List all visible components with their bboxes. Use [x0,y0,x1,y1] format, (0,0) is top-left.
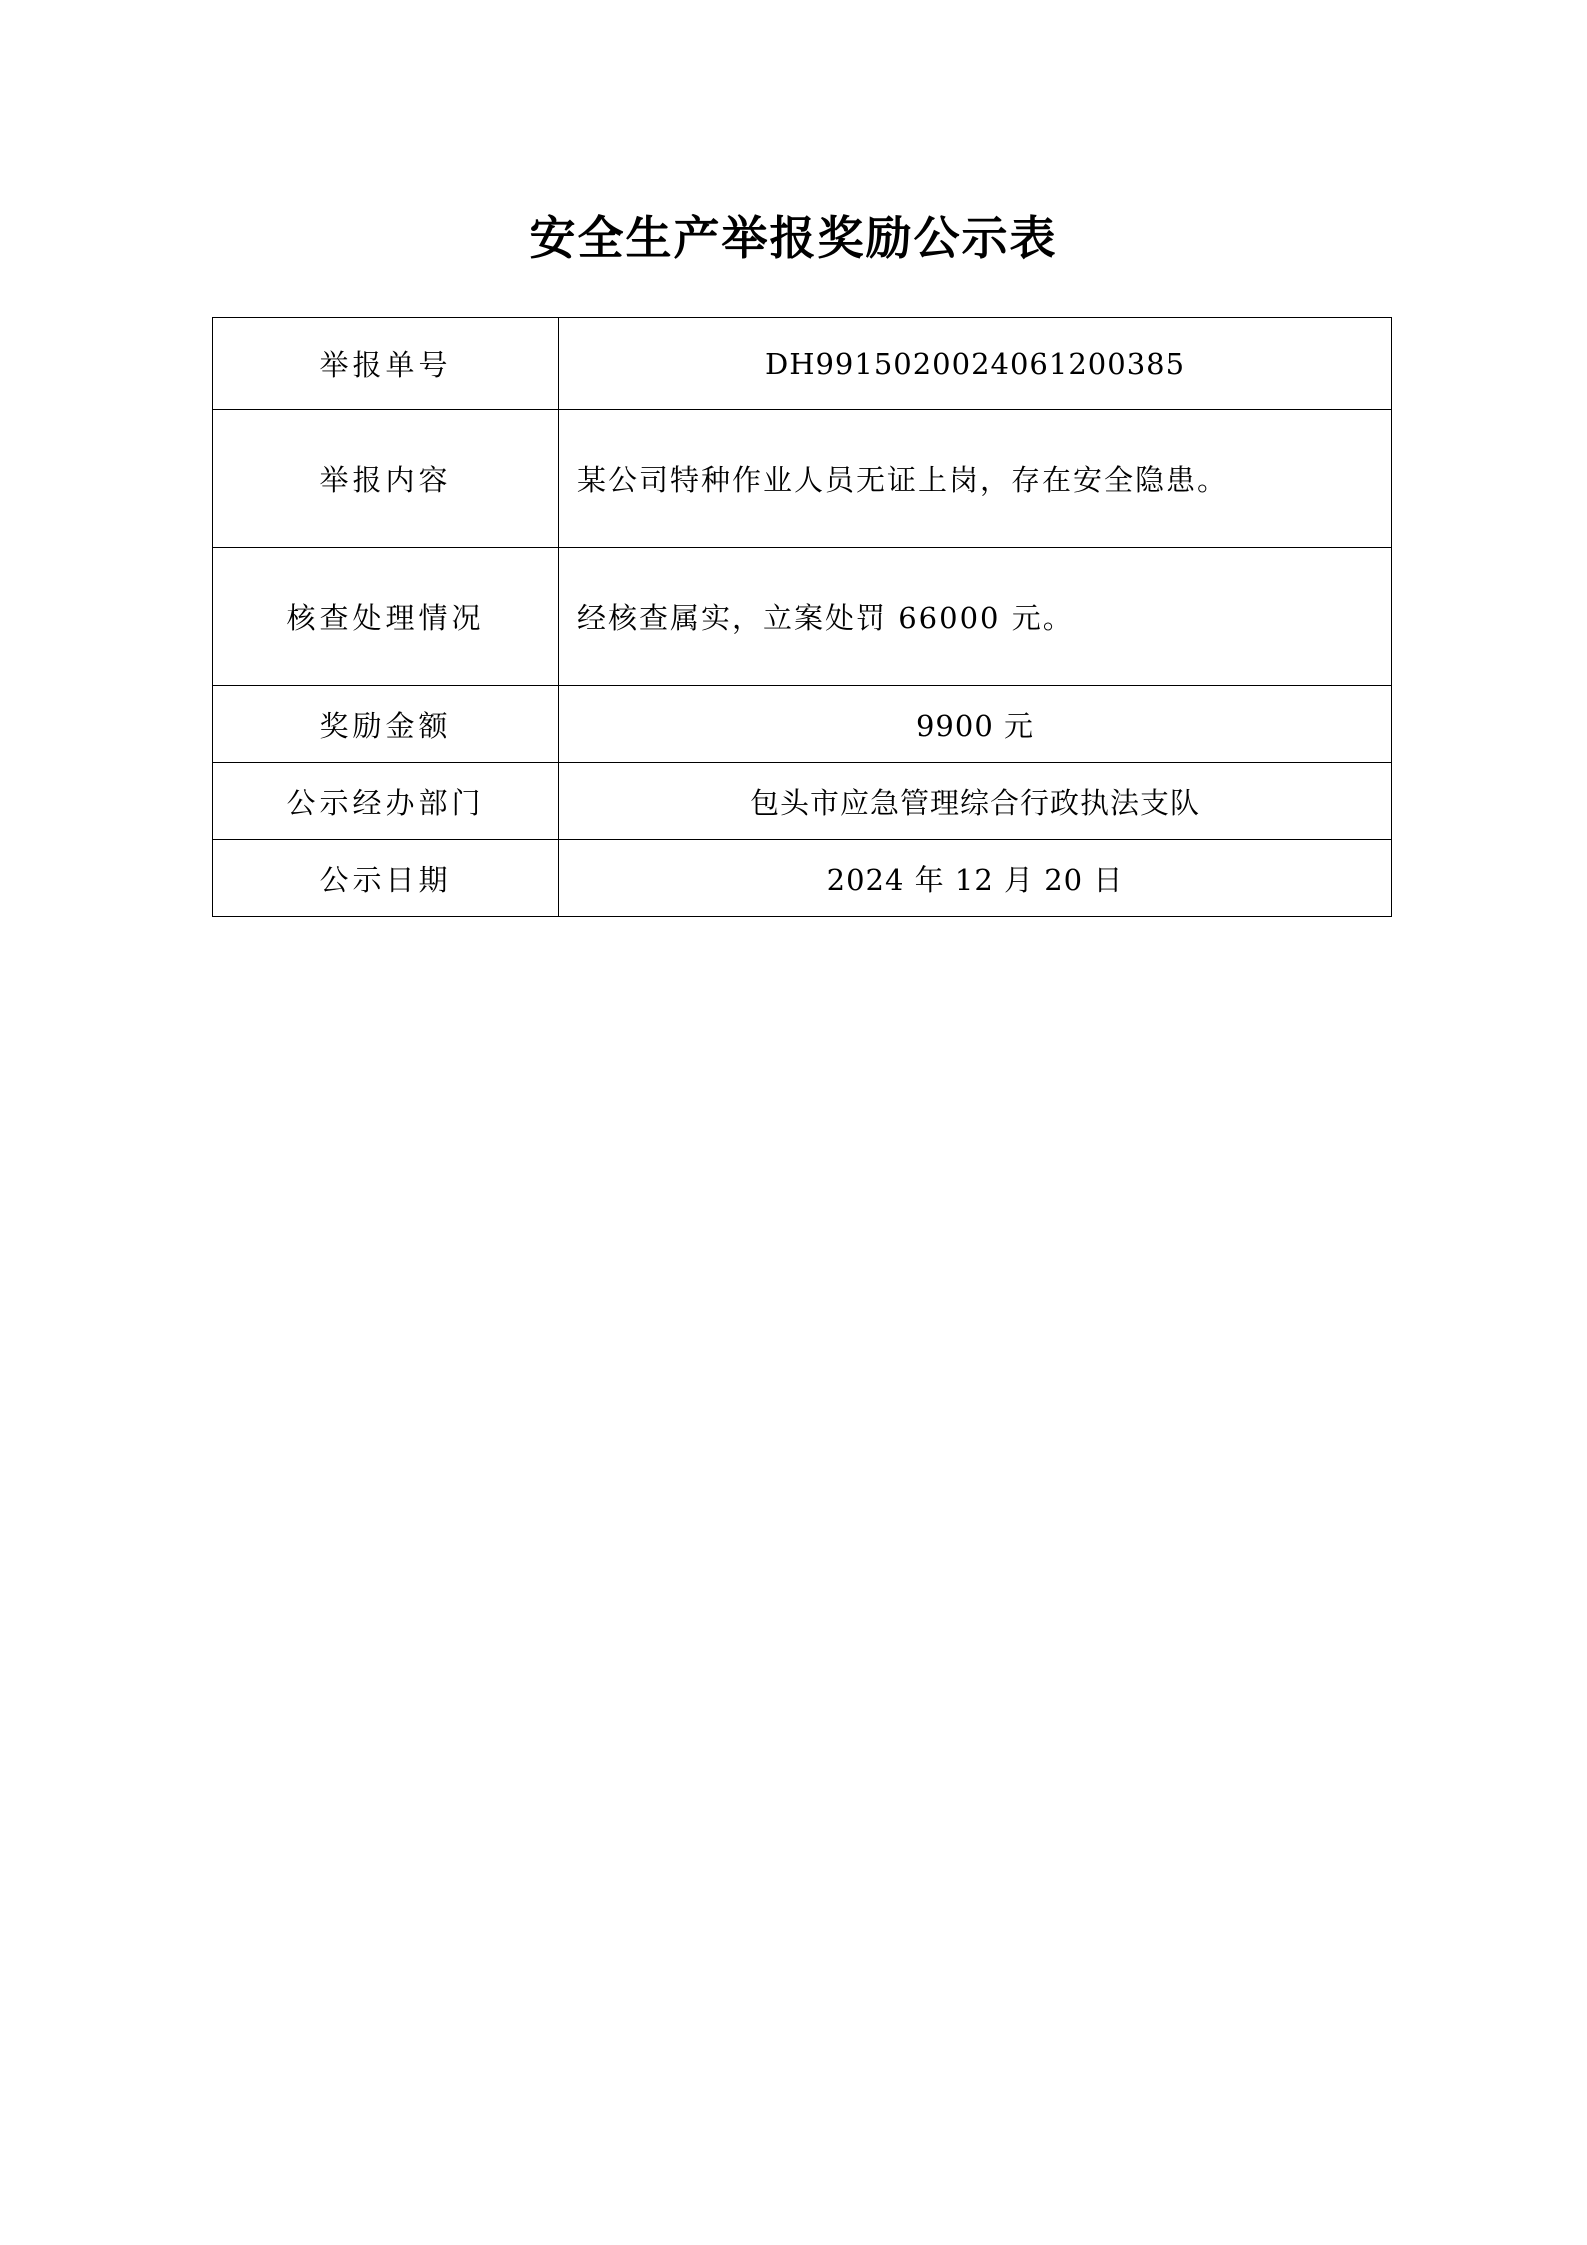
row-label: 公示经办部门 [213,763,559,840]
row-label: 举报单号 [213,318,559,410]
table-row-verification-result [213,548,1392,686]
table-row-report-number [213,318,1392,410]
department-value: 包头市应急管理综合行政执法支队 [559,763,1392,840]
row-label: 奖励金额 [213,686,559,763]
table-row-reward-amount [213,686,1392,763]
table-row-notice-date [213,840,1392,917]
reward-notice-table [212,317,1392,917]
row-label: 举报内容 [213,410,559,548]
table-row-department [213,763,1392,840]
notice-date-value: 2024 年 12 月 20 日 [559,840,1392,917]
table-row-report-content [213,410,1392,548]
reward-amount-value: 9900 元 [559,686,1392,763]
document-title: 安全生产举报奖励公示表 [529,211,1058,265]
report-content-value: 某公司特种作业人员无证上岗，存在安全隐患。 [559,410,1392,548]
report-number-value: DH9915020024061200385 [559,318,1392,410]
row-label: 公示日期 [213,840,559,917]
verification-result-value: 经核查属实，立案处罚 66000 元。 [559,548,1392,686]
row-label: 核查处理情况 [213,548,559,686]
